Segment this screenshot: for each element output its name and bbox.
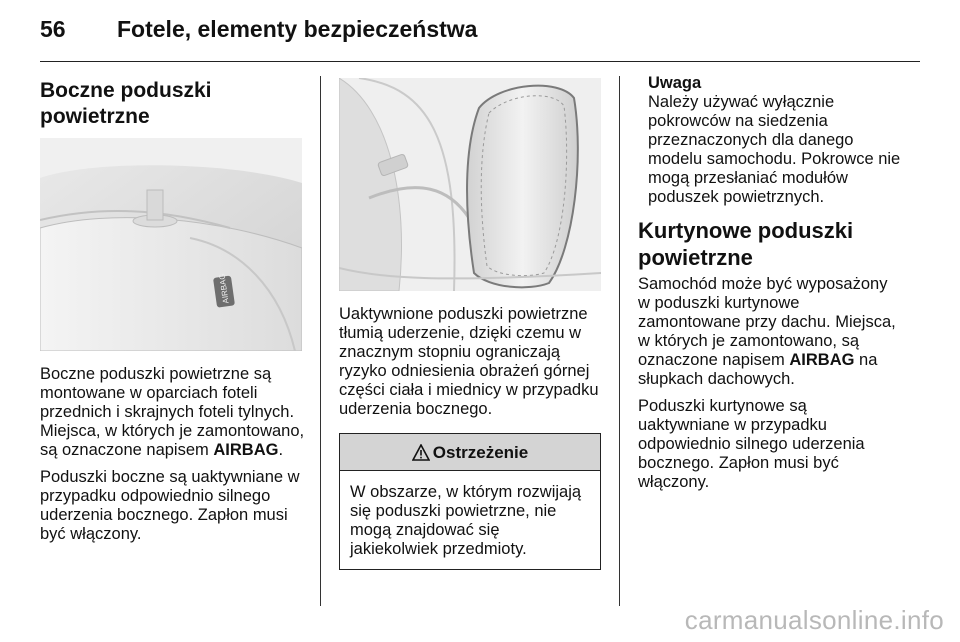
watermark: carmanualsonline.info	[684, 605, 944, 635]
header-divider	[40, 61, 920, 62]
warning-triangle-icon	[412, 444, 430, 461]
paragraph: Poduszki kurtynowe są uaktywniane w przypadku odpowiednio silnego uderzenia bocznego. Zapłon musi być włączony.	[638, 397, 865, 491]
paragraph: Boczne poduszki powietrzne są montowane w oparciach foteli przednich i skrajnych foteli tylnych. Miejsca, w których je zamontowano, są oznaczone napisem AIRBAG.	[40, 365, 305, 459]
airbag-label-on-seat: AIRBAG	[217, 272, 231, 305]
warning-header	[340, 434, 600, 471]
warning-box	[339, 433, 601, 570]
note-block	[648, 74, 903, 207]
column-divider	[320, 76, 321, 606]
page-number: 56	[40, 16, 66, 42]
column-3	[638, 74, 903, 500]
section-heading: Kurtynowe poduszki powietrzne	[638, 218, 854, 270]
warning-title: Ostrzeżenie	[432, 442, 529, 462]
seat-side-airbag-illustration	[40, 138, 302, 351]
column-2	[339, 78, 601, 570]
note-text: Należy używać wyłącznie pokrowców na siedzenia przeznaczonych dla danego modelu samochodu. Pokrowce nie mogą przesłaniać modułów poduszek powietrznych.	[648, 93, 901, 206]
paragraph: Poduszki boczne są uaktywniane w przypadku odpowiednio silnego uderzenia bocznego. Zapłon musi być włączony.	[40, 468, 300, 543]
column-divider	[619, 76, 620, 606]
column-1	[40, 78, 305, 552]
note-label: Uwaga	[648, 74, 702, 92]
paragraph: Uaktywnione poduszki powietrzne tłumią uderzenie, dzięki czemu w znacznym stopniu ograniczają ryzyko odniesienia obrażeń górnej części ciała i miednicy w przypadku uderzenia bocznego.	[339, 305, 599, 418]
deployed-side-airbag-illustration	[339, 78, 601, 291]
paragraph: Samochód może być wyposażony w poduszki kurtynowe zamontowane przy dachu. Miejsca, w których je zamontowano, są oznaczone napisem AIRBAG na słupkach dachowych.	[638, 275, 896, 388]
section-heading: Boczne poduszki powietrzne	[40, 79, 212, 128]
warning-text: W obszarze, w którym rozwijają się poduszki powietrzne, nie mogą znajdować się jakiekolwiek przedmioty.	[350, 483, 582, 558]
page-title: Fotele, elementy bezpieczeństwa	[117, 16, 478, 42]
